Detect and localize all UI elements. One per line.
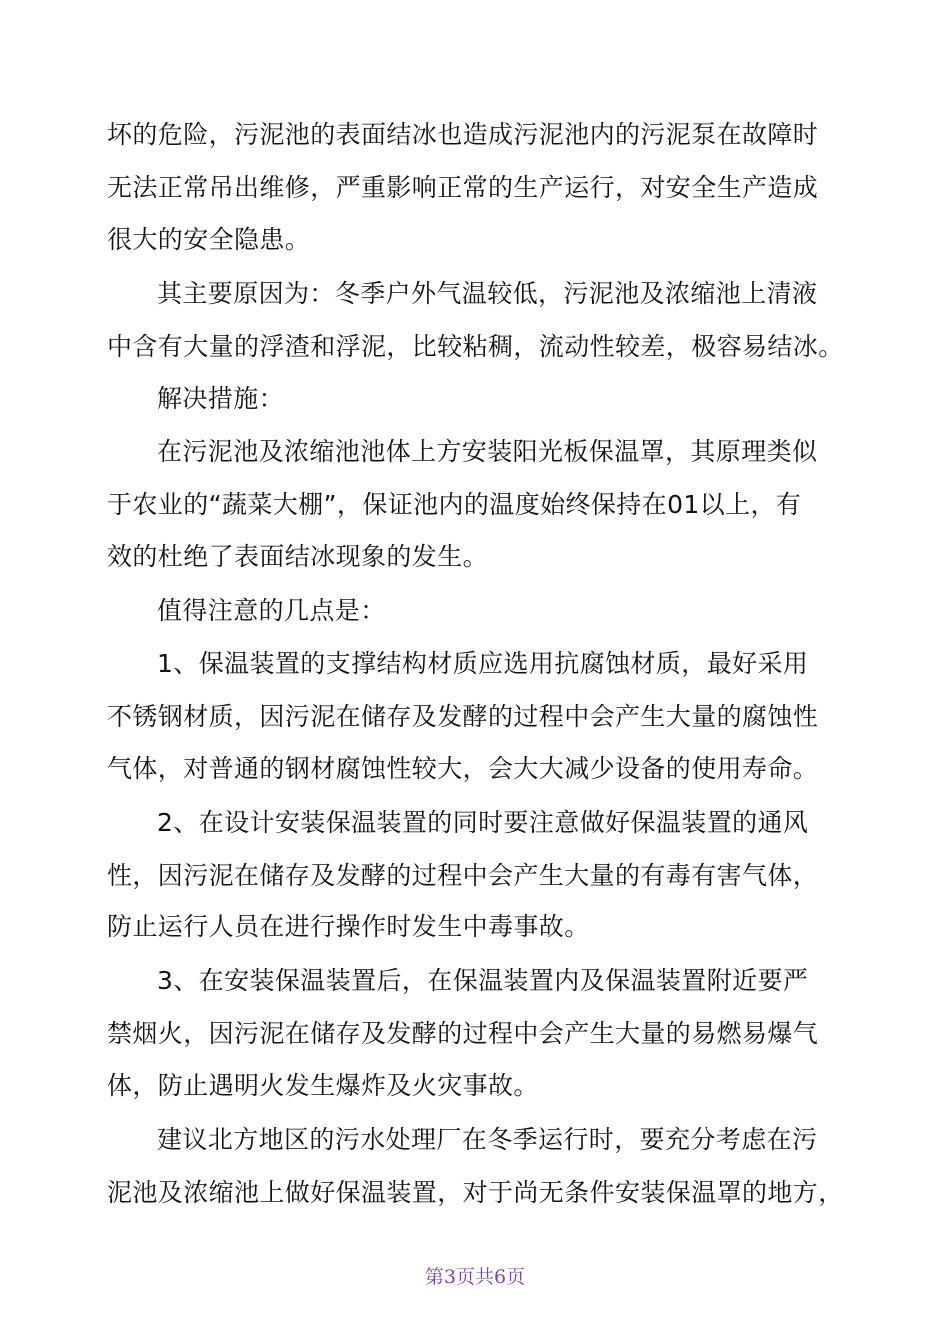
text-line: 其主要原因为：冬季户外气温较低，污泥池及浓缩池上清液 xyxy=(157,279,818,308)
text-line: 泥池及浓缩池上做好保温装置，对于尚无条件安装保温罩的地方， xyxy=(107,1178,844,1207)
text-line: 气体，对普通的钢材腐蚀性较大，会大大减少设备的使用寿命。 xyxy=(107,754,819,783)
text-line: 性，因污泥在储存及发酵的过程中会产生大量的有毒有害气体， xyxy=(107,861,819,890)
text-line: 禁烟火，因污泥在储存及发酵的过程中会产生大量的易燃易爆气 xyxy=(107,1019,819,1048)
text-line: 在污泥池及浓缩池池体上方安装阳光板保温罩，其原理类似 xyxy=(157,437,818,466)
text-line: 建议北方地区的污水处理厂在冬季运行时，要充分考虑在污 xyxy=(157,1125,818,1154)
text-line: 于农业的“蔬菜大棚”，保证池内的温度始终保持在01以上，有 xyxy=(107,490,802,519)
text-line: 1、保温装置的支撑结构材质应选用抗腐蚀材质，最好采用 xyxy=(157,649,809,678)
section-heading: 值得注意的几点是： xyxy=(157,596,386,625)
text-line: 中含有大量的浮渣和浮泥，比较粘稠，流动性较差，极容易结冰。 xyxy=(107,332,844,361)
text-line: 3、在安装保温装置后，在保温装置内及保温装置附近要严 xyxy=(157,966,809,995)
text-line: 无法正常吊出维修，严重影响正常的生产运行，对安全生产造成 xyxy=(107,173,819,202)
text-line: 体，防止遇明火发生爆炸及火灾事故。 xyxy=(107,1071,539,1100)
text-line: 坏的危险，污泥池的表面结冰也造成污泥池内的污泥泵在故障时 xyxy=(107,120,819,149)
text-line: 效的杜绝了表面结冰现象的发生。 xyxy=(107,542,489,571)
text-line: 很大的安全隐患。 xyxy=(107,225,311,254)
text-line: 不锈钢材质，因污泥在储存及发酵的过程中会产生大量的腐蚀性 xyxy=(107,702,819,731)
page-number-footer: 第3页共6页 xyxy=(424,1266,526,1288)
text-line: 防止运行人员在进行操作时发生中毒事故。 xyxy=(107,912,590,941)
section-heading: 解决措施： xyxy=(157,384,285,413)
text-line: 2、在设计安装保温装置的同时要注意做好保温装置的通风 xyxy=(157,808,809,837)
